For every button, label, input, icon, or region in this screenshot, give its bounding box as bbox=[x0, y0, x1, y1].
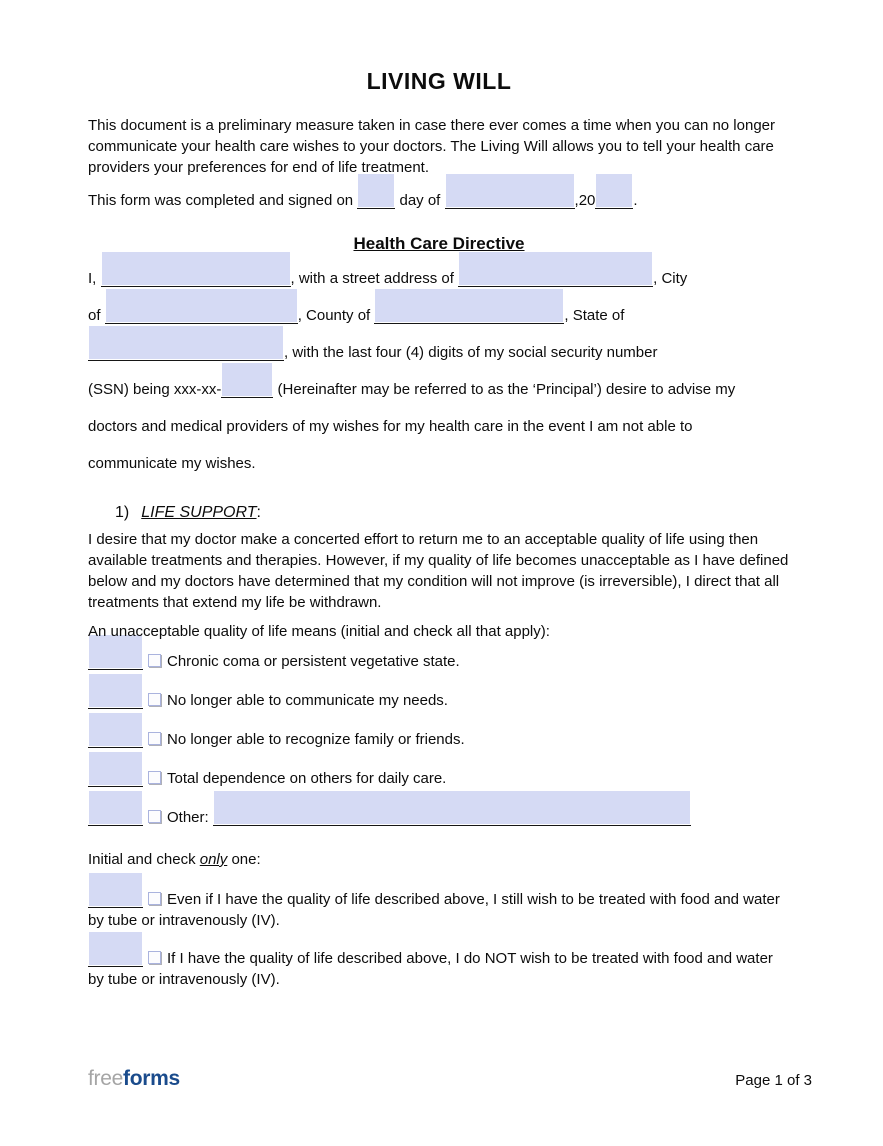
directive-line-3 bbox=[88, 334, 790, 371]
life-support-title: LIFE SUPPORT bbox=[141, 504, 257, 521]
directive-text: doctors and medical providers of my wishes for my health care in the event I am not able to bbox=[88, 418, 693, 435]
field-highlight bbox=[459, 252, 652, 285]
day-field[interactable] bbox=[357, 190, 395, 209]
directive-text: , with the last four (4) digits of my social security number bbox=[284, 344, 658, 361]
field-highlight bbox=[358, 174, 394, 207]
prompt-only-word: only bbox=[199, 851, 228, 868]
option-row-dependence bbox=[88, 759, 790, 798]
other-label: Other: bbox=[167, 809, 209, 826]
life-support-colon: : bbox=[256, 504, 261, 521]
checkbox-recognize-family[interactable] bbox=[148, 732, 161, 745]
state-field[interactable] bbox=[88, 342, 284, 361]
exclusive-option-label: Even if I have the quality of life described above, I still wish to be treated with food and water by tube or intravenously (IV). bbox=[88, 891, 780, 929]
prompt-text: Initial and check bbox=[88, 851, 196, 868]
field-highlight bbox=[446, 174, 574, 207]
directive-line-2 bbox=[88, 297, 790, 334]
other-description-field[interactable] bbox=[213, 807, 691, 826]
quality-of-life-options bbox=[88, 642, 790, 837]
only-one-prompt bbox=[88, 849, 790, 870]
checkbox-communicate-needs[interactable] bbox=[148, 693, 161, 706]
signed-prefix: This form was completed and signed on bbox=[88, 192, 354, 209]
page-footer bbox=[88, 1066, 812, 1092]
directive-text: , with a street address of bbox=[290, 270, 454, 287]
checkbox-chronic-coma[interactable] bbox=[148, 654, 161, 667]
initials-field-communicate[interactable] bbox=[88, 690, 143, 709]
option-label: Chronic coma or persistent vegetative state. bbox=[167, 653, 460, 670]
checkbox-total-dependence[interactable] bbox=[148, 771, 161, 784]
field-highlight bbox=[89, 873, 142, 906]
city-field[interactable] bbox=[105, 305, 298, 324]
section-heading-health-care-directive: Health Care Directive bbox=[353, 234, 525, 253]
logo-free-text: free bbox=[88, 1067, 123, 1090]
directive-text: communicate my wishes. bbox=[88, 455, 256, 472]
directive-line-6 bbox=[88, 445, 790, 482]
year-field[interactable] bbox=[595, 190, 633, 209]
option-label: No longer able to communicate my needs. bbox=[167, 692, 448, 709]
exclusive-option-feed-no bbox=[88, 948, 790, 990]
directive-text: , County of bbox=[297, 307, 371, 324]
checkbox-other[interactable] bbox=[148, 810, 161, 823]
signed-day-of: day of bbox=[399, 192, 441, 209]
principal-name-field[interactable] bbox=[101, 268, 291, 287]
initials-field-coma[interactable] bbox=[88, 651, 143, 670]
prompt-text: one: bbox=[231, 851, 261, 868]
field-highlight bbox=[102, 252, 290, 285]
field-highlight bbox=[596, 174, 632, 207]
exclusive-option-label: If I have the quality of life described above, I do NOT wish to be treated with food and water by tube or intravenously (IV). bbox=[88, 950, 773, 988]
initials-field-dependence[interactable] bbox=[88, 768, 143, 787]
signed-date-line bbox=[88, 189, 790, 213]
initials-field-feed-no[interactable] bbox=[88, 948, 143, 967]
page-title: LIVING WILL bbox=[366, 68, 512, 94]
signed-suffix: . bbox=[633, 192, 638, 209]
life-support-heading bbox=[88, 502, 790, 523]
directive-text: , State of bbox=[564, 307, 625, 324]
field-highlight bbox=[89, 932, 142, 965]
apply-prompt: An unacceptable quality of life means (initial and check all that apply): bbox=[88, 623, 550, 640]
directive-text: of bbox=[88, 307, 101, 324]
option-row-other bbox=[88, 798, 790, 837]
month-field[interactable] bbox=[445, 190, 575, 209]
initials-field-other[interactable] bbox=[88, 807, 143, 826]
ssn-last4-field[interactable] bbox=[221, 379, 273, 398]
checkbox-feed-yes[interactable] bbox=[148, 892, 161, 905]
logo-forms-text: forms bbox=[123, 1067, 180, 1090]
directive-line-4 bbox=[88, 371, 790, 408]
directive-line-1 bbox=[88, 260, 790, 297]
signed-year-prefix: ,20 bbox=[574, 192, 596, 209]
life-support-paragraph: I desire that my doctor make a concerted effort to return me to an acceptable quality of life using then available treatments and therapies. However, if my quality of life becomes unacceptable as I have defined below and my doctors have determined that my condition will not improve (is irreversible), I direct that all treatments that extend my life be withdrawn. bbox=[88, 531, 789, 611]
page-number: Page 1 of 3 bbox=[735, 1072, 812, 1089]
exclusive-option-feed-yes bbox=[88, 889, 790, 931]
intro-paragraph: This document is a preliminary measure taken in case there ever comes a time when you can no longer communicate your health care wishes to your doctors. The Living Will allows you to tell your health care providers your preferences for end of life treatment. bbox=[88, 117, 776, 176]
initials-field-feed-yes[interactable] bbox=[88, 889, 143, 908]
option-label: Total dependence on others for daily care. bbox=[167, 770, 447, 787]
option-label: No longer able to recognize family or friends. bbox=[167, 731, 465, 748]
directive-text: (SSN) being xxx-xx- bbox=[88, 381, 222, 398]
directive-text: (Hereinafter may be referred to as the ‘Principal’) desire to advise my bbox=[277, 381, 736, 398]
street-address-field[interactable] bbox=[458, 268, 653, 287]
option-row-recognize bbox=[88, 720, 790, 759]
directive-text: I, bbox=[88, 270, 97, 287]
list-number: 1) bbox=[115, 504, 130, 521]
checkbox-feed-no[interactable] bbox=[148, 951, 161, 964]
option-row-communicate bbox=[88, 681, 790, 720]
directive-line-5 bbox=[88, 408, 790, 445]
directive-text: , City bbox=[653, 270, 688, 287]
county-field[interactable] bbox=[374, 305, 564, 324]
initials-field-recognize[interactable] bbox=[88, 729, 143, 748]
option-row-coma bbox=[88, 642, 790, 681]
directive-paragraph bbox=[88, 260, 790, 482]
freeforms-logo bbox=[88, 1066, 180, 1092]
